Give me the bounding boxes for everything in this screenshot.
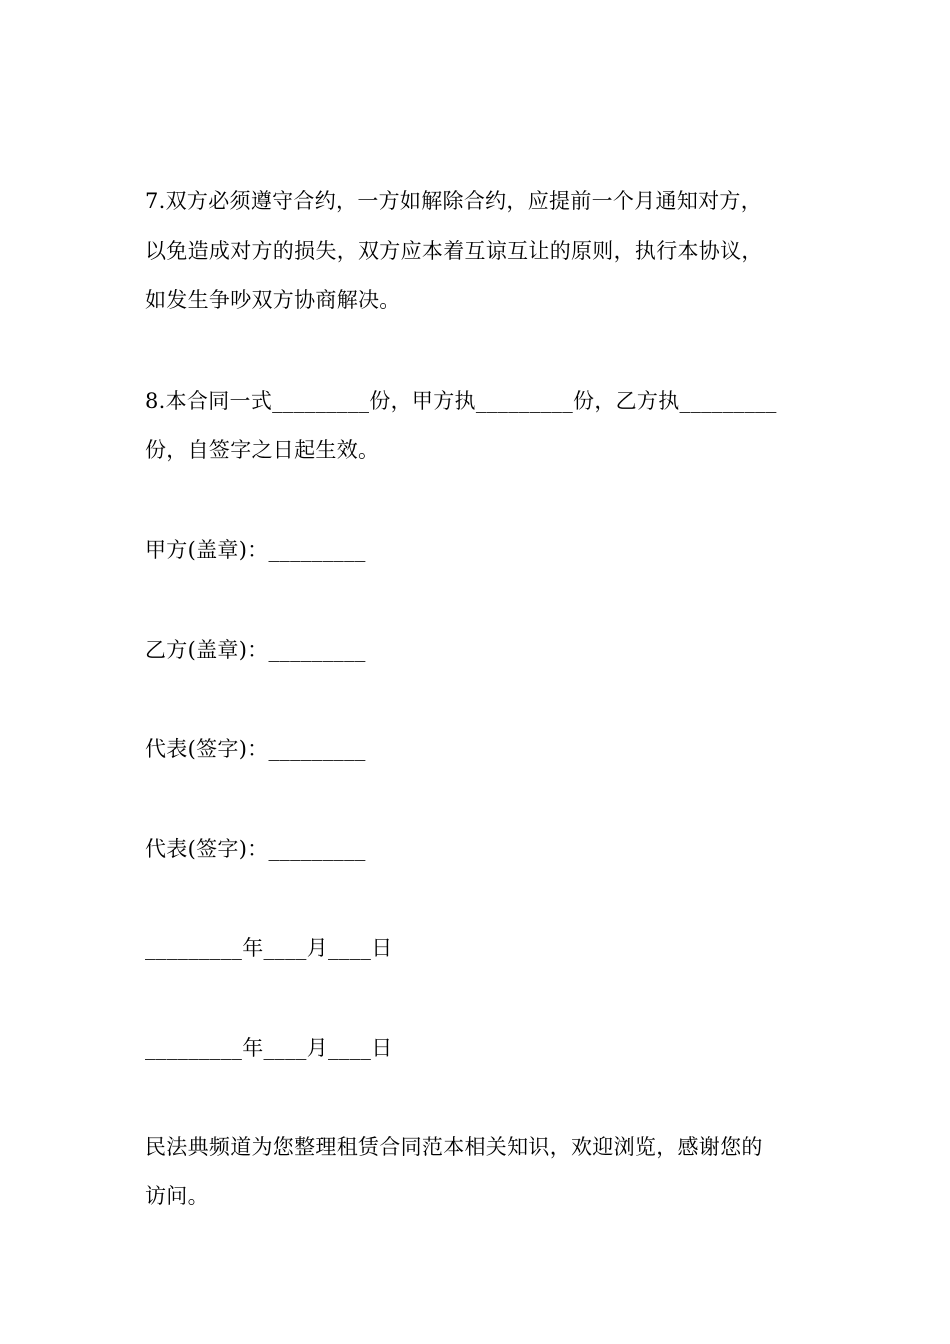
clause-8-line-1: 8.本合同一式_________份，甲方执_________份，乙方执_________ — [145, 389, 777, 413]
date-line-1: _________年____月____日 — [145, 936, 393, 960]
party-a-seal: 甲方(盖章)：_________ — [145, 538, 366, 562]
date-line-2: _________年____月____日 — [145, 1036, 393, 1060]
clause-7-line-2: 以免造成对方的损失，双方应本着互谅互让的原则，执行本协议， — [145, 239, 763, 263]
footer-note-line-1: 民法典频道为您整理租赁合同范本相关知识，欢迎浏览，感谢您的 — [145, 1135, 763, 1159]
representative-signature-1: 代表(签字)：_________ — [145, 737, 366, 761]
clause-7-line-3: 如发生争吵双方协商解决。 — [145, 288, 401, 312]
representative-signature-2: 代表(签字)：_________ — [145, 837, 366, 861]
clause-7-line-1: 7.双方必须遵守合约，一方如解除合约，应提前一个月通知对方， — [145, 189, 763, 213]
party-b-seal: 乙方(盖章)：_________ — [145, 638, 366, 662]
clause-8-line-2: 份，自签字之日起生效。 — [145, 438, 380, 462]
footer-note-line-2: 访问。 — [145, 1184, 209, 1208]
